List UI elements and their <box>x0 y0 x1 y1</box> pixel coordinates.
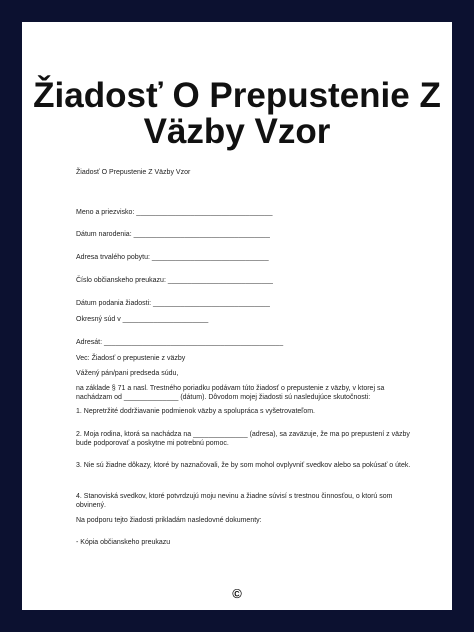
field-submission-date: Dátum podania žiadosti: ______________________________ <box>76 300 270 307</box>
field-court: Okresný súd v ______________________ <box>76 316 209 323</box>
subject-line: Vec: Žiadosť o prepustenie z väzby <box>76 355 186 362</box>
title-line-2: Väzby Vzor <box>143 112 331 151</box>
document-page <box>22 22 452 610</box>
title-line-1: Žiadosť O Prepustenie Z <box>33 76 441 115</box>
field-addressee: Adresát: ______________________________________________ <box>76 339 284 346</box>
point-4: 4. Stanoviská svedkov, ktoré potvrdzujú moju nevinu a žiadne súvisí s trestnou činnosťou, o ktorú som obvinený. <box>76 493 395 509</box>
intro-paragraph: na základe § 71 a nasl. Trestného poriadku podávam túto žiadosť o prepustenie z väzby, v ktorej sa nachádzam od ______________ (dátum). Dôvodom mojej žiadosti sú nasledujúce skutočnosti: <box>76 385 387 401</box>
point-1: 1. Nepretržité dodržiavanie podmienok väzby a spolupráca s vyšetrovateľom. <box>76 408 315 415</box>
document-subtitle: Žiadosť O Prepustenie Z Väzby Vzor <box>76 169 191 176</box>
field-id-number: Číslo občianskeho preukazu: ___________________________ <box>76 277 273 284</box>
greeting: Vážený pán/pani predseda súdu, <box>76 370 179 377</box>
point-2: 2. Moja rodina, ktorá sa nachádza na ______________ (adresa), sa zaväzuje, že ma po prepustení z väzby bude podporovať a poskytne mi potrebnú pomoc. <box>76 431 412 447</box>
field-address: Adresa trvalého pobytu: ______________________________ <box>76 254 269 261</box>
field-birthdate: Dátum narodenia: ___________________________________ <box>76 231 270 238</box>
attachments-intro: Na podporu tejto žiadosti prikladám nasledovné dokumenty: <box>76 517 262 524</box>
copyright-icon: © <box>232 586 242 601</box>
document-title <box>22 78 452 150</box>
field-name: Meno a priezvisko: ___________________________________ <box>76 209 273 216</box>
attachment-1: - Kópia občianskeho preukazu <box>76 539 171 546</box>
point-3: 3. Nie sú žiadne dôkazy, ktoré by naznačovali, že by som mohol ovplyvniť svedkov alebo sa pokúsať o útek. <box>76 462 411 469</box>
